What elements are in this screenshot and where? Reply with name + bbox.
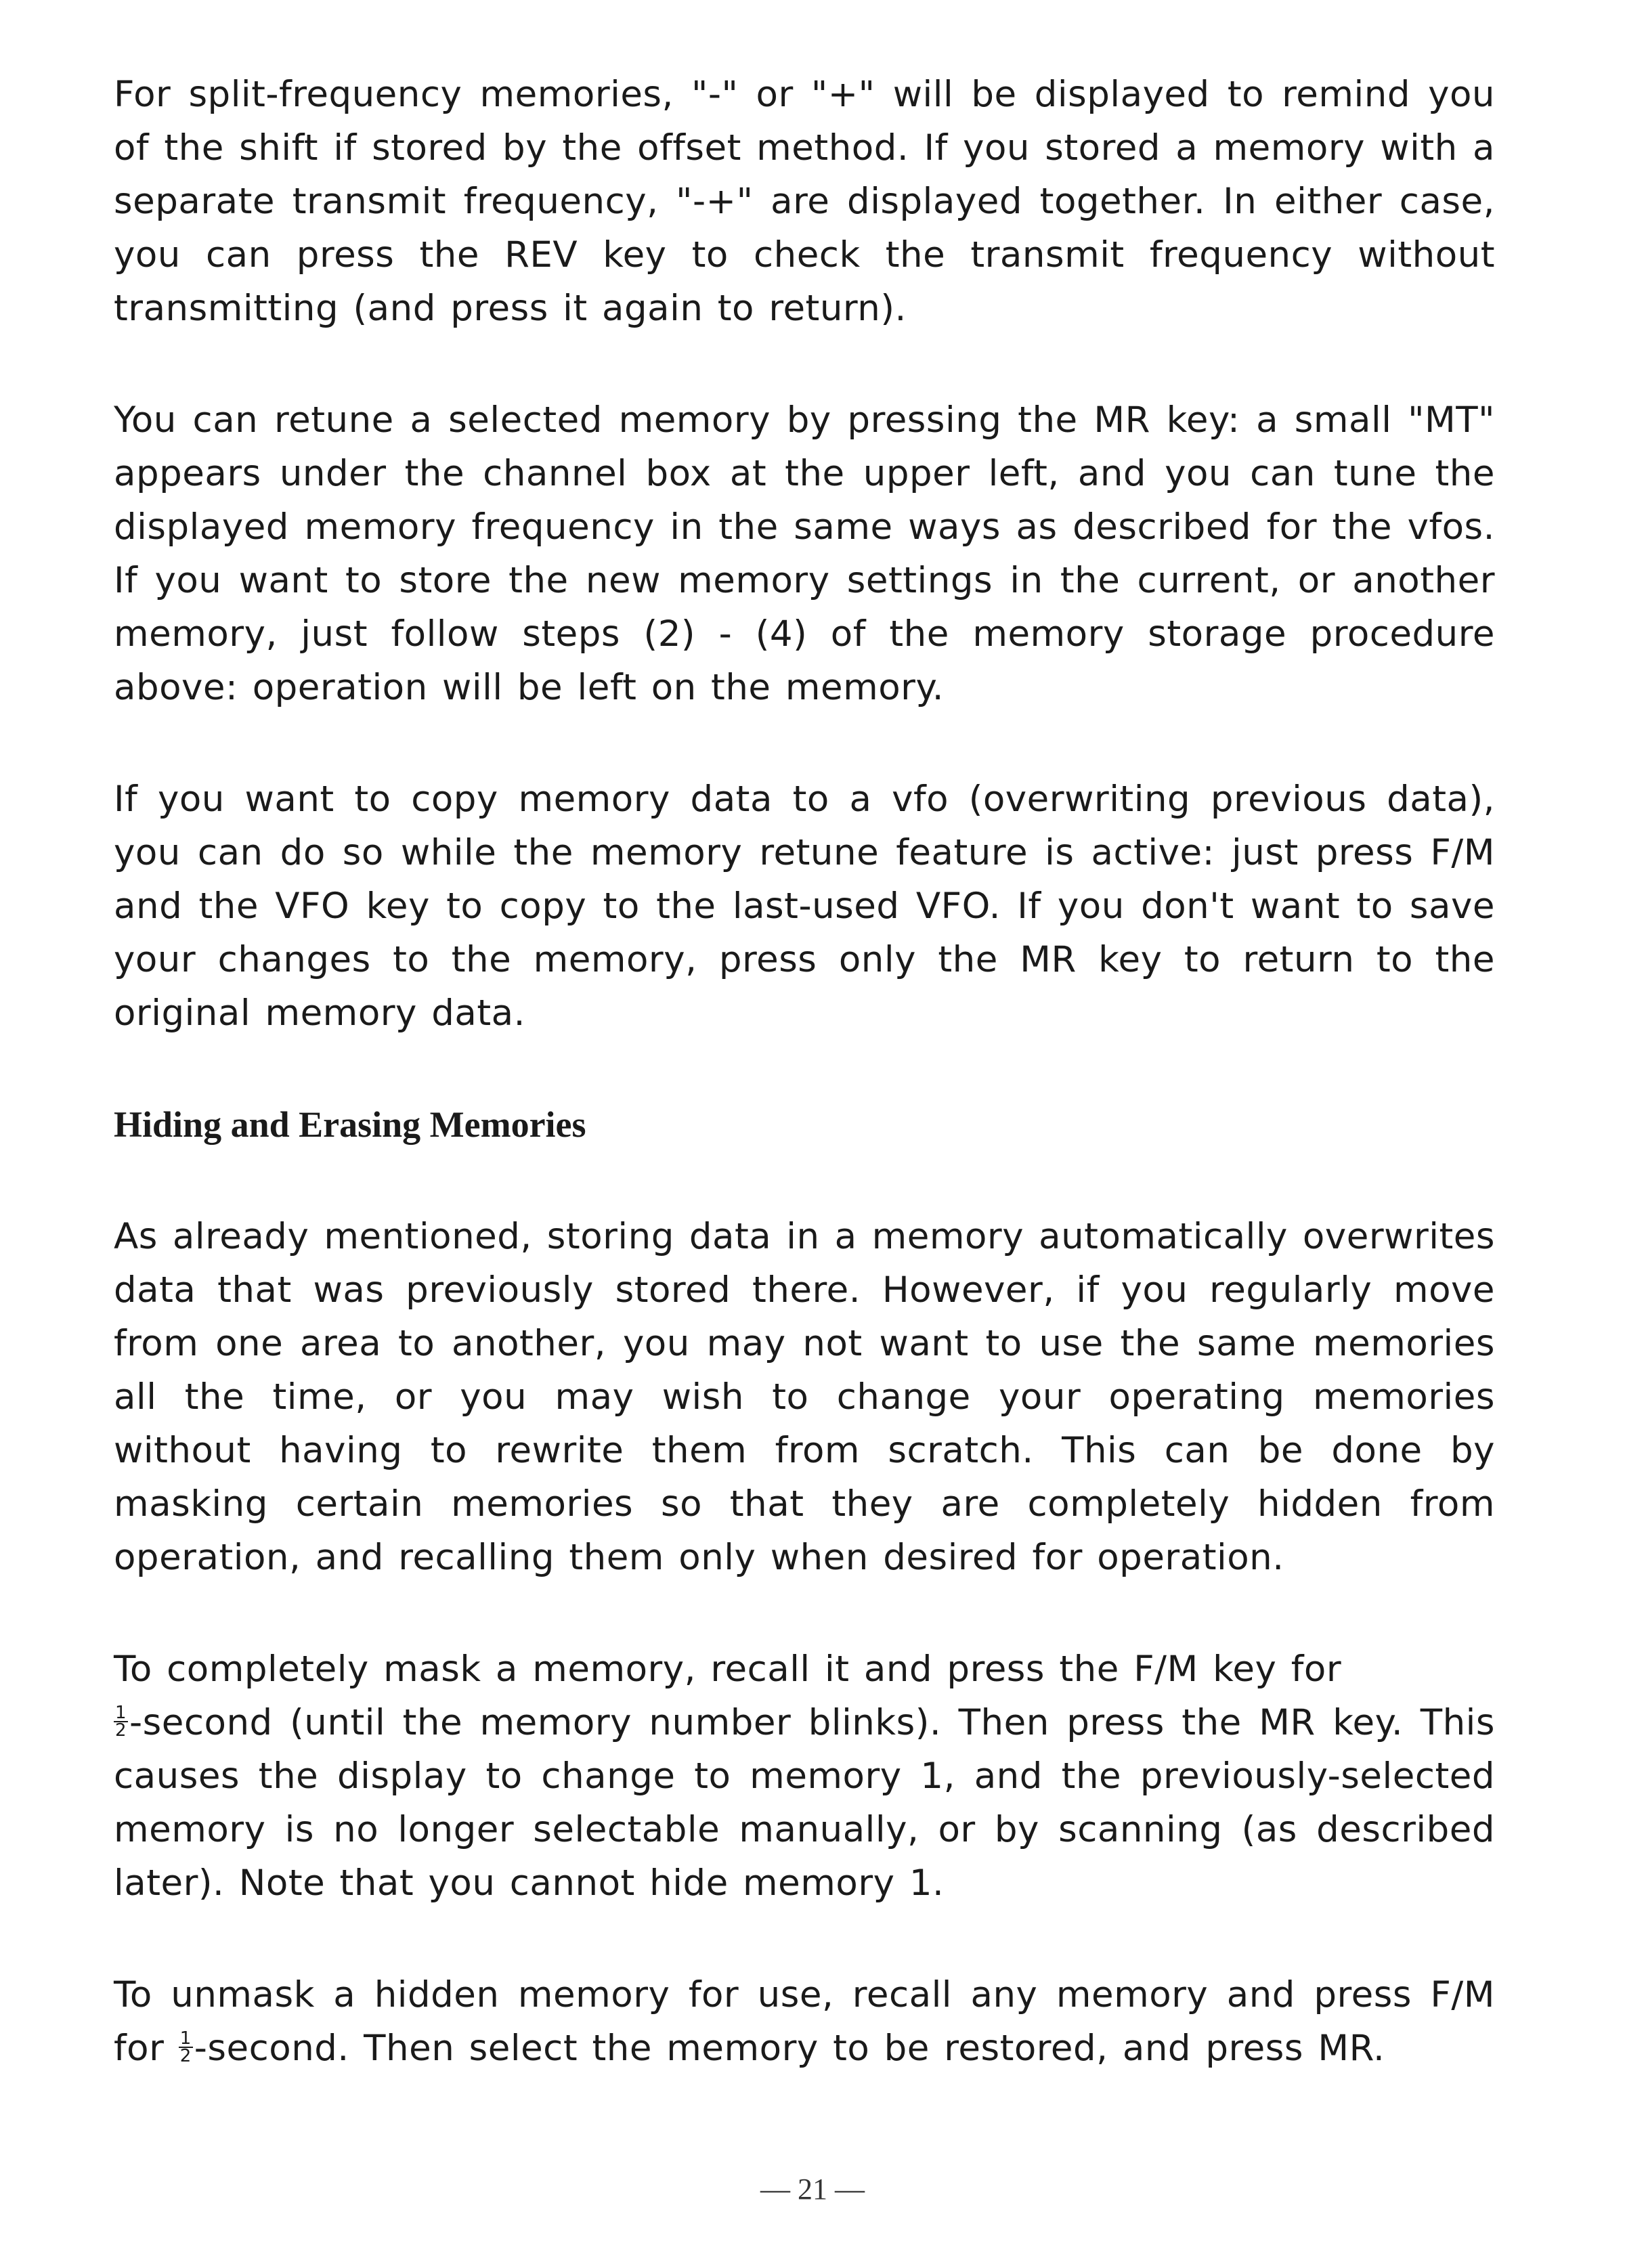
fraction-denominator: 2	[115, 1720, 127, 1741]
paragraph-copy-to-vfo: If you want to copy memory data to a vfo (overwriting previous data), you can do so while the memory retune feature is active: just press F/M and the VFO key to copy to the last-used VFO. If you don't want to save your changes to the memory, press only the MR key to return to the original memory data.	[114, 779, 1495, 1034]
manual-page	[114, 68, 1495, 2075]
mask-text-rest: -second (until the memory number blinks). Then press the MR key. This causes the display to change to memory 1, and the previously-selected memory is no longer selectable manually, or by scanning (as described later). Note that you cannot hide memory 1.	[114, 1702, 1495, 1904]
fraction-numerator-2: 1	[179, 2028, 192, 2049]
mask-text-start: To completely mask a memory, recall it and press the F/M key for	[114, 1649, 1342, 1690]
half-fraction-2	[179, 2028, 193, 2067]
paragraph-unmask-memory	[114, 1968, 1495, 2075]
half-fraction	[114, 1705, 128, 1739]
page-number: — 21 —	[760, 2173, 865, 2206]
fraction-numerator: 1	[115, 1703, 127, 1724]
paragraph-mask-memory	[114, 1642, 1495, 1910]
paragraph-hiding-intro: As already mentioned, storing data in a memory automatically overwrites data that was previously stored there. However, if you regularly move from one area to another, you may not want to use the same memories all the time, or you may wish to change your operating memories without having to rewrite them from scratch. This can be done by masking certain memories so that they are completely hidden from operation, and recalling them only when desired for operation.	[114, 1216, 1495, 1578]
fraction-denominator-2: 2	[179, 2046, 192, 2067]
unmask-text-rest: -second. Then select the memory to be restored, and press MR.	[194, 2028, 1385, 2069]
unmask-text-start: To unmask a hidden memory for use, recall any memory and press F/M for	[114, 1974, 1495, 2069]
paragraph-split-frequency: For split-frequency memories, "-" or "+" will be displayed to remind you of the shift if stored by the offset method. If you stored a memory with a separate transmit frequency, "-+" are displayed together. In either case, you can press the REV key to check the transmit frequency without transmitting (and press it again to return).	[114, 74, 1495, 329]
paragraph-memory-retune: You can retune a selected memory by pressing the MR key: a small "MT" appears under the channel box at the upper left, and you can tune the displayed memory frequency in the same ways as described for the vfos. If you want to store the new memory settings in the current, or another memory, just follow steps (2) - (4) of the memory storage procedure above: operation will be left on the memory.	[114, 399, 1495, 708]
section-heading: Hiding and Erasing Memories	[114, 1104, 586, 1145]
